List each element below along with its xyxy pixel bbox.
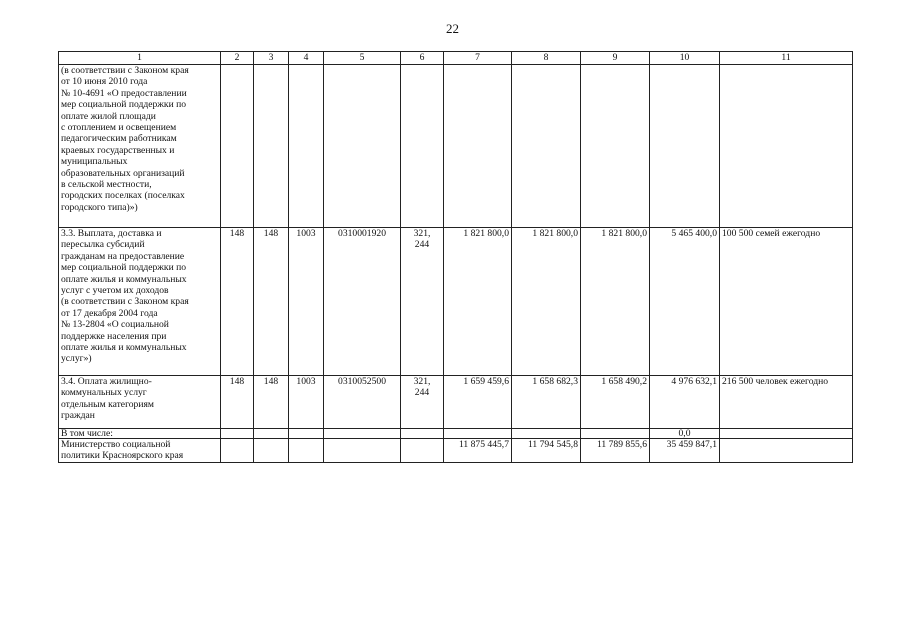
table-cell: 148 [221, 376, 254, 429]
column-header: 11 [720, 52, 853, 65]
total-cell: 11 875 445,7 [444, 439, 512, 463]
column-header: 10 [650, 52, 720, 65]
table-cell: 148 [254, 228, 289, 376]
table-cell [401, 439, 444, 463]
table-cell: 1 821 800,0 [581, 228, 650, 376]
table-cell [444, 65, 512, 228]
ministry-total-row [59, 439, 853, 463]
column-header: 5 [324, 52, 401, 65]
table-row [59, 228, 853, 376]
table-header-row [59, 52, 853, 65]
total-cell: 11 794 545,8 [512, 439, 581, 463]
table-cell: 148 [221, 228, 254, 376]
table-cell [512, 65, 581, 228]
table-cell [324, 429, 401, 439]
column-header: 1 [59, 52, 221, 65]
table-cell: 4 976 632,1 [650, 376, 720, 429]
table-cell: 321, 244 [401, 376, 444, 429]
table-cell [289, 65, 324, 228]
table-row [59, 376, 853, 429]
table-cell [221, 65, 254, 228]
column-header: 7 [444, 52, 512, 65]
table-cell: 1 821 800,0 [444, 228, 512, 376]
column-header: 9 [581, 52, 650, 65]
table-cell [401, 429, 444, 439]
page-number: 22 [446, 21, 459, 36]
table-cell: 1 659 459,6 [444, 376, 512, 429]
table-cell [401, 65, 444, 228]
table-cell: 1 821 800,0 [512, 228, 581, 376]
table-cell [444, 429, 512, 439]
total-cell: 35 459 847,1 [650, 439, 720, 463]
column-header: 2 [221, 52, 254, 65]
budget-table [58, 51, 853, 463]
column-header: 6 [401, 52, 444, 65]
table-cell: 0310052500 [324, 376, 401, 429]
table-cell [221, 429, 254, 439]
table-cell [289, 439, 324, 463]
table-cell [650, 65, 720, 228]
table-cell: 1 658 682,3 [512, 376, 581, 429]
table-cell [254, 439, 289, 463]
ministry-name: Министерство социальной политики Красноярского края [59, 439, 221, 463]
row-description: 3.4. Оплата жилищно- коммунальных услуг отдельным категориям граждан [59, 376, 221, 429]
table-cell: 100 500 семей ежегодно [720, 228, 853, 376]
table-cell [581, 429, 650, 439]
table-cell [289, 429, 324, 439]
table-cell: 0,0 [650, 429, 720, 439]
including-label: В том числе: [59, 429, 221, 439]
table-cell [254, 429, 289, 439]
table-cell: 216 500 человек ежегодно [720, 376, 853, 429]
table-cell: 1 658 490,2 [581, 376, 650, 429]
table-cell: 1003 [289, 228, 324, 376]
row-description: (в соответствии с Законом края от 10 июня 2010 года № 10-4691 «О предоставлении мер социальной поддержки по оплате жилой площади с отоплением и освещением педагогическим работникам краевых государственных и муниципальных образовательных организаций в сельской местности, городских поселках (поселках городского типа)») [59, 65, 221, 228]
table-cell [581, 65, 650, 228]
table-cell [512, 429, 581, 439]
column-header: 3 [254, 52, 289, 65]
table-cell: 148 [254, 376, 289, 429]
table-cell: 1003 [289, 376, 324, 429]
table-cell [324, 439, 401, 463]
table-cell [720, 439, 853, 463]
table-cell [221, 439, 254, 463]
column-header: 4 [289, 52, 324, 65]
table-cell: 321, 244 [401, 228, 444, 376]
table-cell: 5 465 400,0 [650, 228, 720, 376]
table-cell [254, 65, 289, 228]
table-cell [720, 65, 853, 228]
row-description: 3.3. Выплата, доставка и пересылка субсидий гражданам на предоставление мер социальной поддержки по оплате жилья и коммунальных услуг с учетом их доходов (в соответствии с Законом края от 17 декабря 2004 года № 13-2804 «О социальной поддержке населения при оплате жилья и коммунальных услуг») [59, 228, 221, 376]
table-cell: 0310001920 [324, 228, 401, 376]
column-header: 8 [512, 52, 581, 65]
table-cell [324, 65, 401, 228]
table-cell [720, 429, 853, 439]
including-row [59, 429, 853, 439]
total-cell: 11 789 855,6 [581, 439, 650, 463]
table-row [59, 65, 853, 228]
